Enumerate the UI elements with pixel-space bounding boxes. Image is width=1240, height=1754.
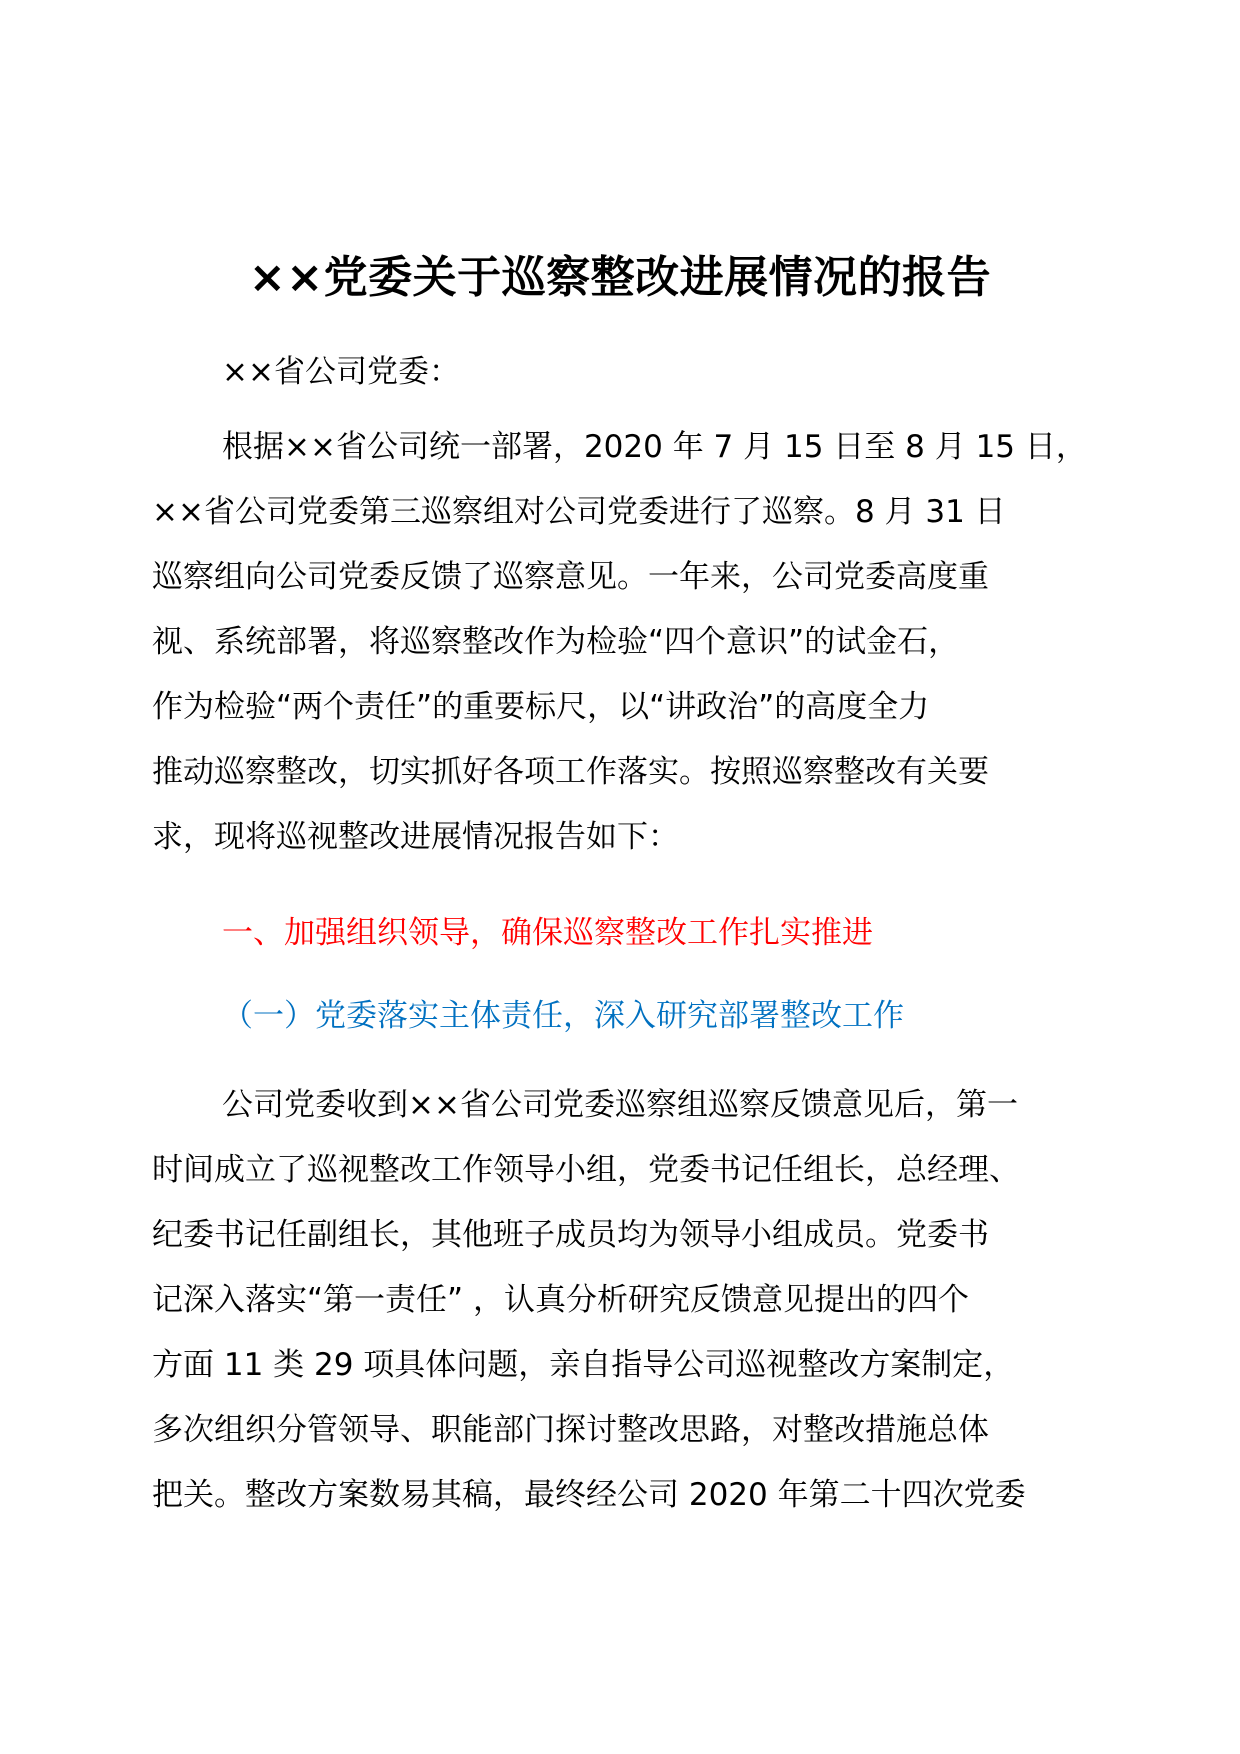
paragraph-line: 根据××省公司统一部署，2020 年 7 月 15 日至 8 月 15 日，	[222, 429, 1087, 465]
paragraph-line: ××省公司党委第三巡察组对公司党委进行了巡察。8 月 31 日	[152, 494, 1006, 530]
paragraph-line: 视、系统部署，将巡察整改作为检验“四个意识”的试金石，	[152, 624, 960, 660]
paragraph-line: 巡察组向公司党委反馈了巡察意见。一年来，公司党委高度重	[152, 559, 989, 595]
salutation: ××省公司党委：	[222, 354, 460, 390]
paragraph-line: 多次组织分管领导、职能部门探讨整改思路，对整改措施总体	[152, 1412, 989, 1448]
paragraph-line: 时间成立了巡视整改工作领导小组，党委书记任组长，总经理、	[152, 1152, 1020, 1188]
paragraph-line: 记深入落实“第一责任” ，认真分析研究反馈意见提出的四个	[152, 1282, 969, 1318]
paragraph-1	[152, 415, 1112, 870]
paragraph-line: 作为检验“两个责任”的重要标尺，以“讲政治”的高度全力	[152, 689, 930, 725]
section-heading-1: 一、加强组织领导，确保巡察整改工作扎实推进	[222, 915, 873, 951]
paragraph-line: 求，现将巡视整改进展情况报告如下：	[152, 819, 679, 855]
paragraph-line: 纪委书记任副组长，其他班子成员均为领导小组成员。党委书	[152, 1217, 989, 1253]
paragraph-line: 公司党委收到××省公司党委巡察组巡察反馈意见后，第一	[222, 1087, 1018, 1123]
subsection-heading-1: （一）党委落实主体责任，深入研究部署整改工作	[222, 998, 904, 1034]
paragraph-line: 把关。整改方案数易其稿，最终经公司 2020 年第二十四次党委	[152, 1477, 1026, 1513]
paragraph-2	[152, 1073, 1112, 1528]
document-title: ××党委关于巡察整改进展情况的报告	[248, 252, 992, 303]
paragraph-line: 方面 11 类 29 项具体问题，亲自指导公司巡视整改方案制定，	[152, 1347, 1015, 1383]
paragraph-line: 推动巡察整改，切实抓好各项工作落实。按照巡察整改有关要	[152, 754, 989, 790]
